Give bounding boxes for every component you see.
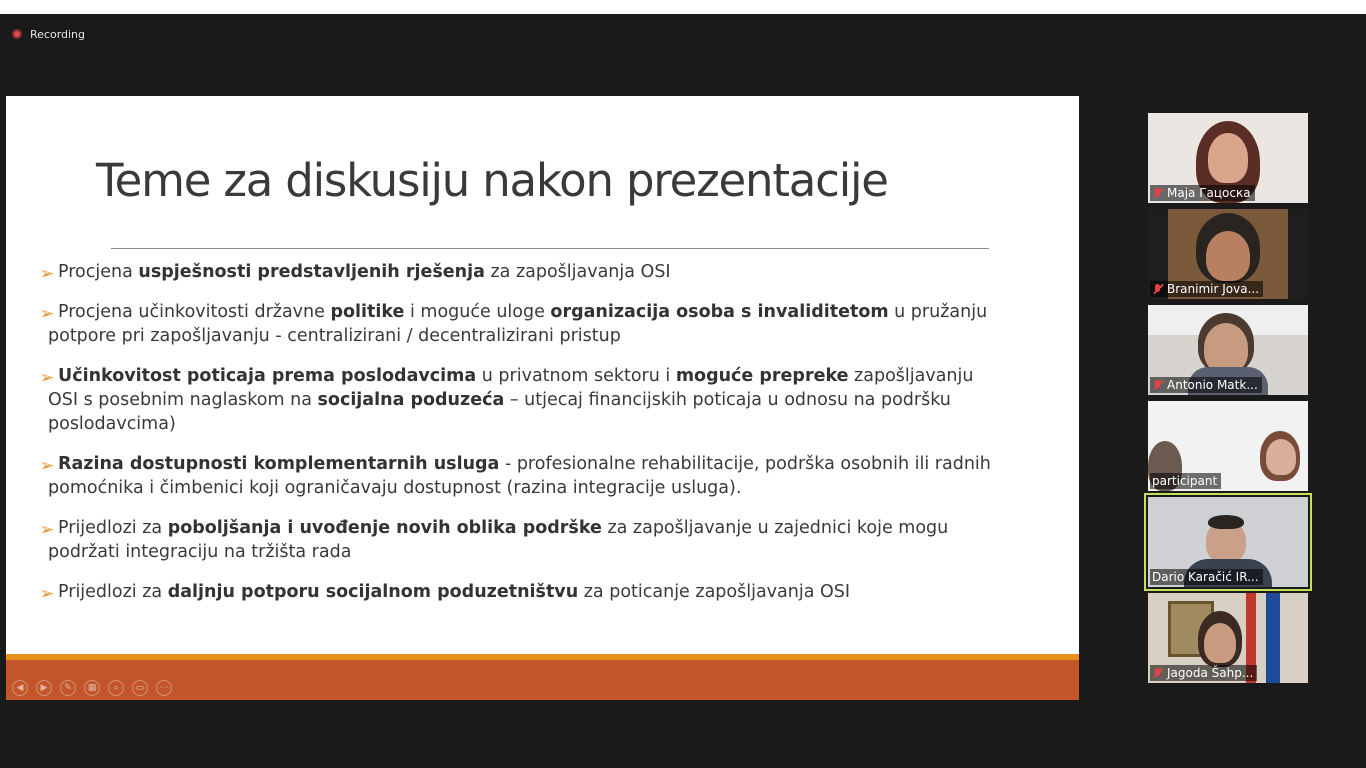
participant-name: Branimir Jova... (1150, 281, 1263, 297)
bullet-text-run: i moguće uloge (404, 302, 551, 322)
previous-icon[interactable]: ◀ (12, 680, 28, 696)
bullet-bold-text: Učinkovitost poticaja prema poslodavcima (58, 366, 477, 386)
participant-name: Dario Karačić IR... (1150, 569, 1263, 585)
bullet-text (48, 454, 991, 498)
bullet-bold-text: organizacija osoba s invaliditetom (550, 302, 889, 322)
next-icon[interactable]: ▶ (36, 680, 52, 696)
bullet-text-run: za zapošljavanje u zajednici koje mogu podržati integraciju na tržišta rada (48, 518, 949, 562)
more-icon[interactable]: ⋯ (156, 680, 172, 696)
bullet-text-run: za zapošljavanja OSI (484, 262, 671, 282)
muted-mic-icon (1152, 283, 1164, 295)
participant-name: Jagoda Šahp... (1150, 665, 1257, 681)
bullet-bold-text: poboljšanja i uvođenje novih oblika podrške (167, 518, 602, 538)
muted-mic-icon (1152, 187, 1164, 199)
bullet-arrow-icon: ➢ (40, 304, 55, 324)
bullet-text (48, 582, 850, 602)
slideshow-controls (12, 680, 172, 696)
bullet-item (40, 580, 1000, 604)
muted-mic-icon (1152, 379, 1164, 391)
participant-name: Antonio Matk... (1150, 377, 1262, 393)
bullet-item (40, 260, 1000, 284)
bullet-bold-text: uspješnosti predstavljenih rješenja (138, 262, 485, 282)
bullet-text-run: Procjena učinkovitosti državne (58, 302, 331, 322)
participant-tile[interactable] (1148, 209, 1308, 299)
bullet-text-run: Prijedlozi za (58, 582, 168, 602)
bullet-arrow-icon: ➢ (40, 584, 55, 604)
bullet-text-run: – utjecaj financijskih poticaja u odnosu na podršku poslodavcima) (48, 390, 951, 434)
bullet-item (40, 516, 1000, 564)
title-divider (111, 248, 989, 249)
participant-name: Маја Гацоска (1150, 185, 1255, 201)
bullet-text-run: u pružanju potpore pri zapošljavanju - centralizirani / decentralizirani pristup (48, 302, 988, 346)
bullet-item (40, 300, 1000, 348)
slide-footer (6, 660, 1079, 700)
bullet-arrow-icon: ➢ (40, 264, 55, 284)
bullet-text-run: Procjena (58, 262, 139, 282)
bullet-bold-text: politike (330, 302, 405, 322)
bullet-arrow-icon: ➢ (40, 456, 55, 476)
bullet-text (48, 366, 973, 434)
bullet-bold-text: moguće prepreke (675, 366, 849, 386)
active-speaker-border (1144, 493, 1312, 591)
participant-tile[interactable] (1148, 401, 1308, 491)
record-icon (12, 29, 22, 39)
bullet-text (48, 302, 987, 346)
subtitles-icon[interactable]: ▭ (132, 680, 148, 696)
bullet-text-run: za poticanje zapošljavanja OSI (578, 582, 851, 602)
recording-label: Recording (30, 27, 86, 41)
pen-icon[interactable]: ✎ (60, 680, 76, 696)
participant-tile[interactable] (1148, 113, 1308, 203)
slides-icon[interactable]: ▦ (84, 680, 100, 696)
bullet-bold-text: daljnju potporu socijalnom poduzetništvu (167, 582, 579, 602)
bullet-arrow-icon: ➢ (40, 368, 55, 388)
zoom-icon[interactable]: ⌕ (108, 680, 124, 696)
recording-indicator[interactable] (12, 26, 85, 42)
bullet-text-run: zapošljavanju OSI s posebnim naglaskom na (48, 366, 974, 410)
bullet-text-run: u privatnom sektoru i (476, 366, 676, 386)
bullet-text (48, 518, 948, 562)
shared-slide (6, 96, 1079, 700)
bullet-text (48, 262, 671, 282)
bullet-arrow-icon: ➢ (40, 520, 55, 540)
bullet-list (40, 260, 1000, 620)
participant-name: participant (1150, 473, 1221, 489)
participant-tile[interactable] (1148, 305, 1308, 395)
bullet-bold-text: Razina dostupnosti komplementarnih usluga (58, 454, 500, 474)
top-strip (0, 0, 1366, 14)
bullet-bold-text: socijalna poduzeća (317, 390, 505, 410)
bullet-text-run: - profesionalne rehabilitacije, podrška osobnih ili radnih pomoćnika i čimbenici koji ograničavaju dostupnost (razina integracije usluga). (48, 454, 991, 498)
muted-mic-icon (1152, 667, 1164, 679)
bullet-item (40, 364, 1000, 436)
participant-tile[interactable] (1148, 593, 1308, 683)
bullet-text-run: Prijedlozi za (58, 518, 168, 538)
slide-title: Teme za diskusiju nakon prezentacije (96, 154, 888, 207)
bullet-item (40, 452, 1000, 500)
